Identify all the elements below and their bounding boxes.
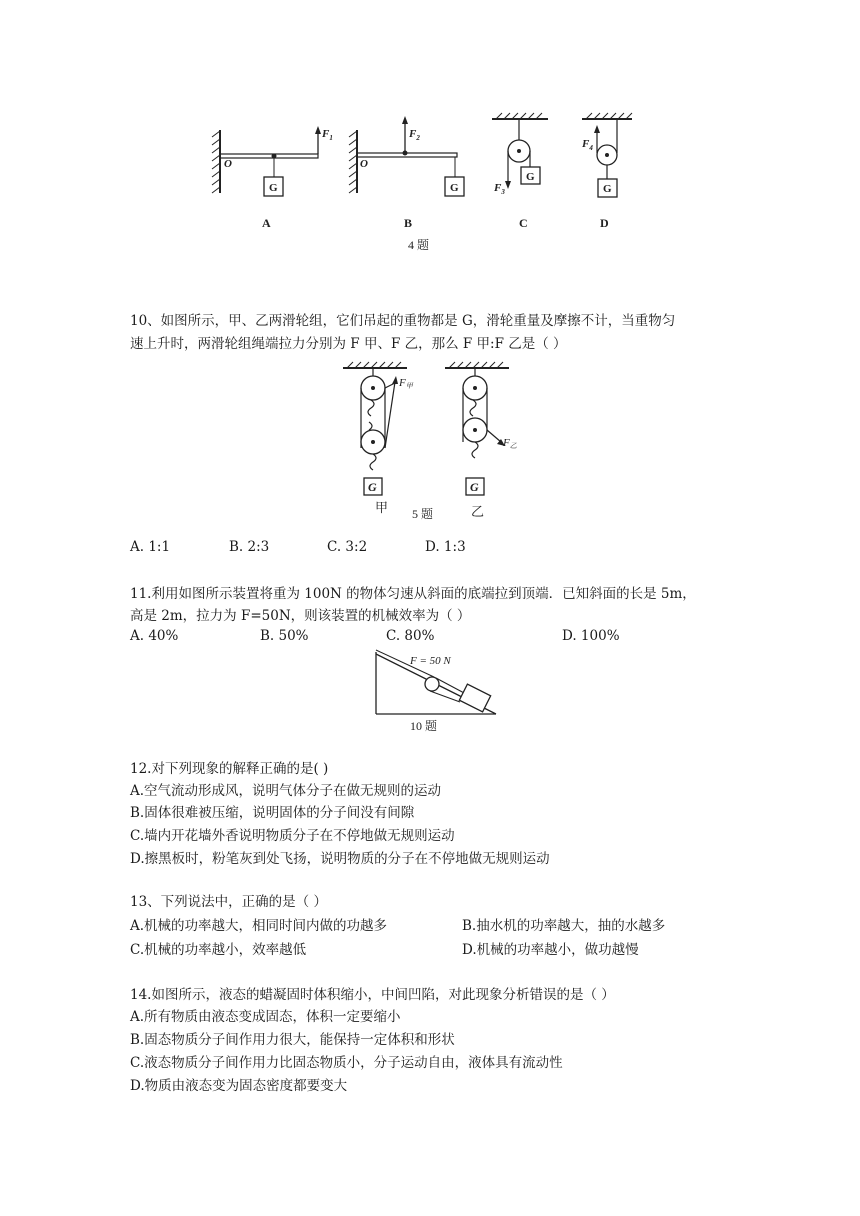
question-10-line-1: 10、如图所示，甲、乙两滑轮组，它们吊起的重物都是 G，滑轮重量及摩擦不计，当重物匀: [130, 313, 676, 329]
weight-label-b: G: [450, 182, 459, 194]
question-10-line-2: 速上升时，两滑轮组绳端拉力分别为 F 甲、F 乙，那么 F 甲:F 乙是（ ）: [130, 336, 567, 352]
question-10-option-c: C. 3:2: [327, 539, 368, 555]
figure-question-10: [335, 360, 535, 525]
pivot-label-b: O: [360, 158, 368, 170]
question-13-option-a: A.机械的功率越大，相同时间内做的功越多: [130, 918, 388, 934]
pulley-diagram-c: [492, 113, 548, 230]
question-10-option-a: A. 1:1: [130, 539, 171, 555]
panel-label-a: A: [262, 216, 271, 230]
pulley-system-yi: [445, 362, 517, 519]
panel-label-b: B: [404, 216, 413, 230]
force-yi-label: F乙: [503, 437, 517, 450]
weight-label-yi: G: [470, 480, 479, 494]
figure-10-caption: 10 题: [410, 719, 438, 733]
question-14-option-c: C.液态物质分子间作用力比固态物质小，分子运动自由，液体具有流动性: [130, 1055, 563, 1071]
question-14-stem: 14.如图所示，液态的蜡凝固时体积缩小，中间凹陷，对此现象分析错误的是（ ）: [130, 987, 615, 1003]
question-14-option-a: A.所有物质由液态变成固态，体积一定要缩小: [130, 1009, 401, 1025]
force-jia-label: F甲: [399, 377, 413, 390]
question-13-stem: 13、下列说法中，正确的是（ ）: [130, 894, 327, 910]
force-f2-label: $F_2$: [409, 128, 420, 142]
question-14-option-b: B.固态物质分子间作用力很大，能保持一定体积和形状: [130, 1032, 455, 1048]
pulley-system-jia: [343, 362, 414, 515]
question-11-line-2: 高是 2m，拉力为 F=50N，则该装置的机械效率为（ ）: [130, 608, 471, 624]
question-11-option-c: C. 80%: [386, 628, 435, 644]
question-12-stem: 12.对下列现象的解释正确的是( ): [130, 761, 329, 777]
panel-label-c: C: [519, 216, 528, 230]
pulley-diagram-d: [581, 113, 632, 230]
question-11-option-b: B. 50%: [260, 628, 309, 644]
weight-label-jia: G: [368, 480, 377, 494]
question-11-line-1: 11.利用如图所示装置将重为 100N 的物体匀速从斜面的底端拉到顶端．已知斜面的长是 5m，: [130, 586, 696, 602]
question-10-option-d: D. 1:3: [425, 539, 466, 555]
weight-label-d: G: [603, 183, 612, 195]
question-13-option-d: D.机械的功率越小，做功越慢: [462, 942, 639, 958]
pivot-label-a: O: [224, 158, 232, 170]
force-label-f50: F = 50 N: [410, 655, 451, 667]
question-11-option-a: A. 40%: [130, 628, 179, 644]
lever-diagram-a: [212, 126, 333, 230]
lever-diagram-b: [349, 116, 464, 230]
question-12-option-a: A.空气流动形成风，说明气体分子在做无规则的运动: [130, 783, 442, 799]
figure-question-4: [200, 105, 640, 260]
question-12-option-c: C.墙内开花墙外香说明物质分子在不停地做无规则运动: [130, 828, 455, 844]
question-14-option-d: D.物质由液态变为固态密度都要变大: [130, 1078, 348, 1094]
weight-label-c: G: [526, 171, 535, 183]
figure-question-11-incline: [368, 648, 503, 736]
force-f1-label: $F_1$: [322, 128, 333, 142]
question-10-option-b: B. 2:3: [229, 539, 270, 555]
panel-label-d: D: [600, 216, 609, 230]
question-13-option-b: B.抽水机的功率越大，抽的水越多: [462, 918, 666, 934]
question-11-option-d: D. 100%: [562, 628, 620, 644]
label-jia: 甲: [375, 500, 389, 515]
question-12-option-b: B.固体很难被压缩，说明固体的分子间没有间隙: [130, 805, 415, 821]
question-12-option-d: D.擦黑板时，粉笔灰到处飞扬，说明物质的分子在不停地做无规则运动: [130, 851, 550, 867]
label-yi: 乙: [471, 504, 485, 519]
weight-label-a: G: [269, 182, 278, 194]
question-13-option-c: C.机械的功率越小，效率越低: [130, 942, 307, 958]
figure-4-caption: 4 题: [408, 238, 430, 252]
force-f4-label: $F_4$: [582, 138, 593, 152]
force-f3-label: $F_3$: [494, 182, 505, 196]
figure-5-caption: 5 题: [412, 507, 434, 521]
